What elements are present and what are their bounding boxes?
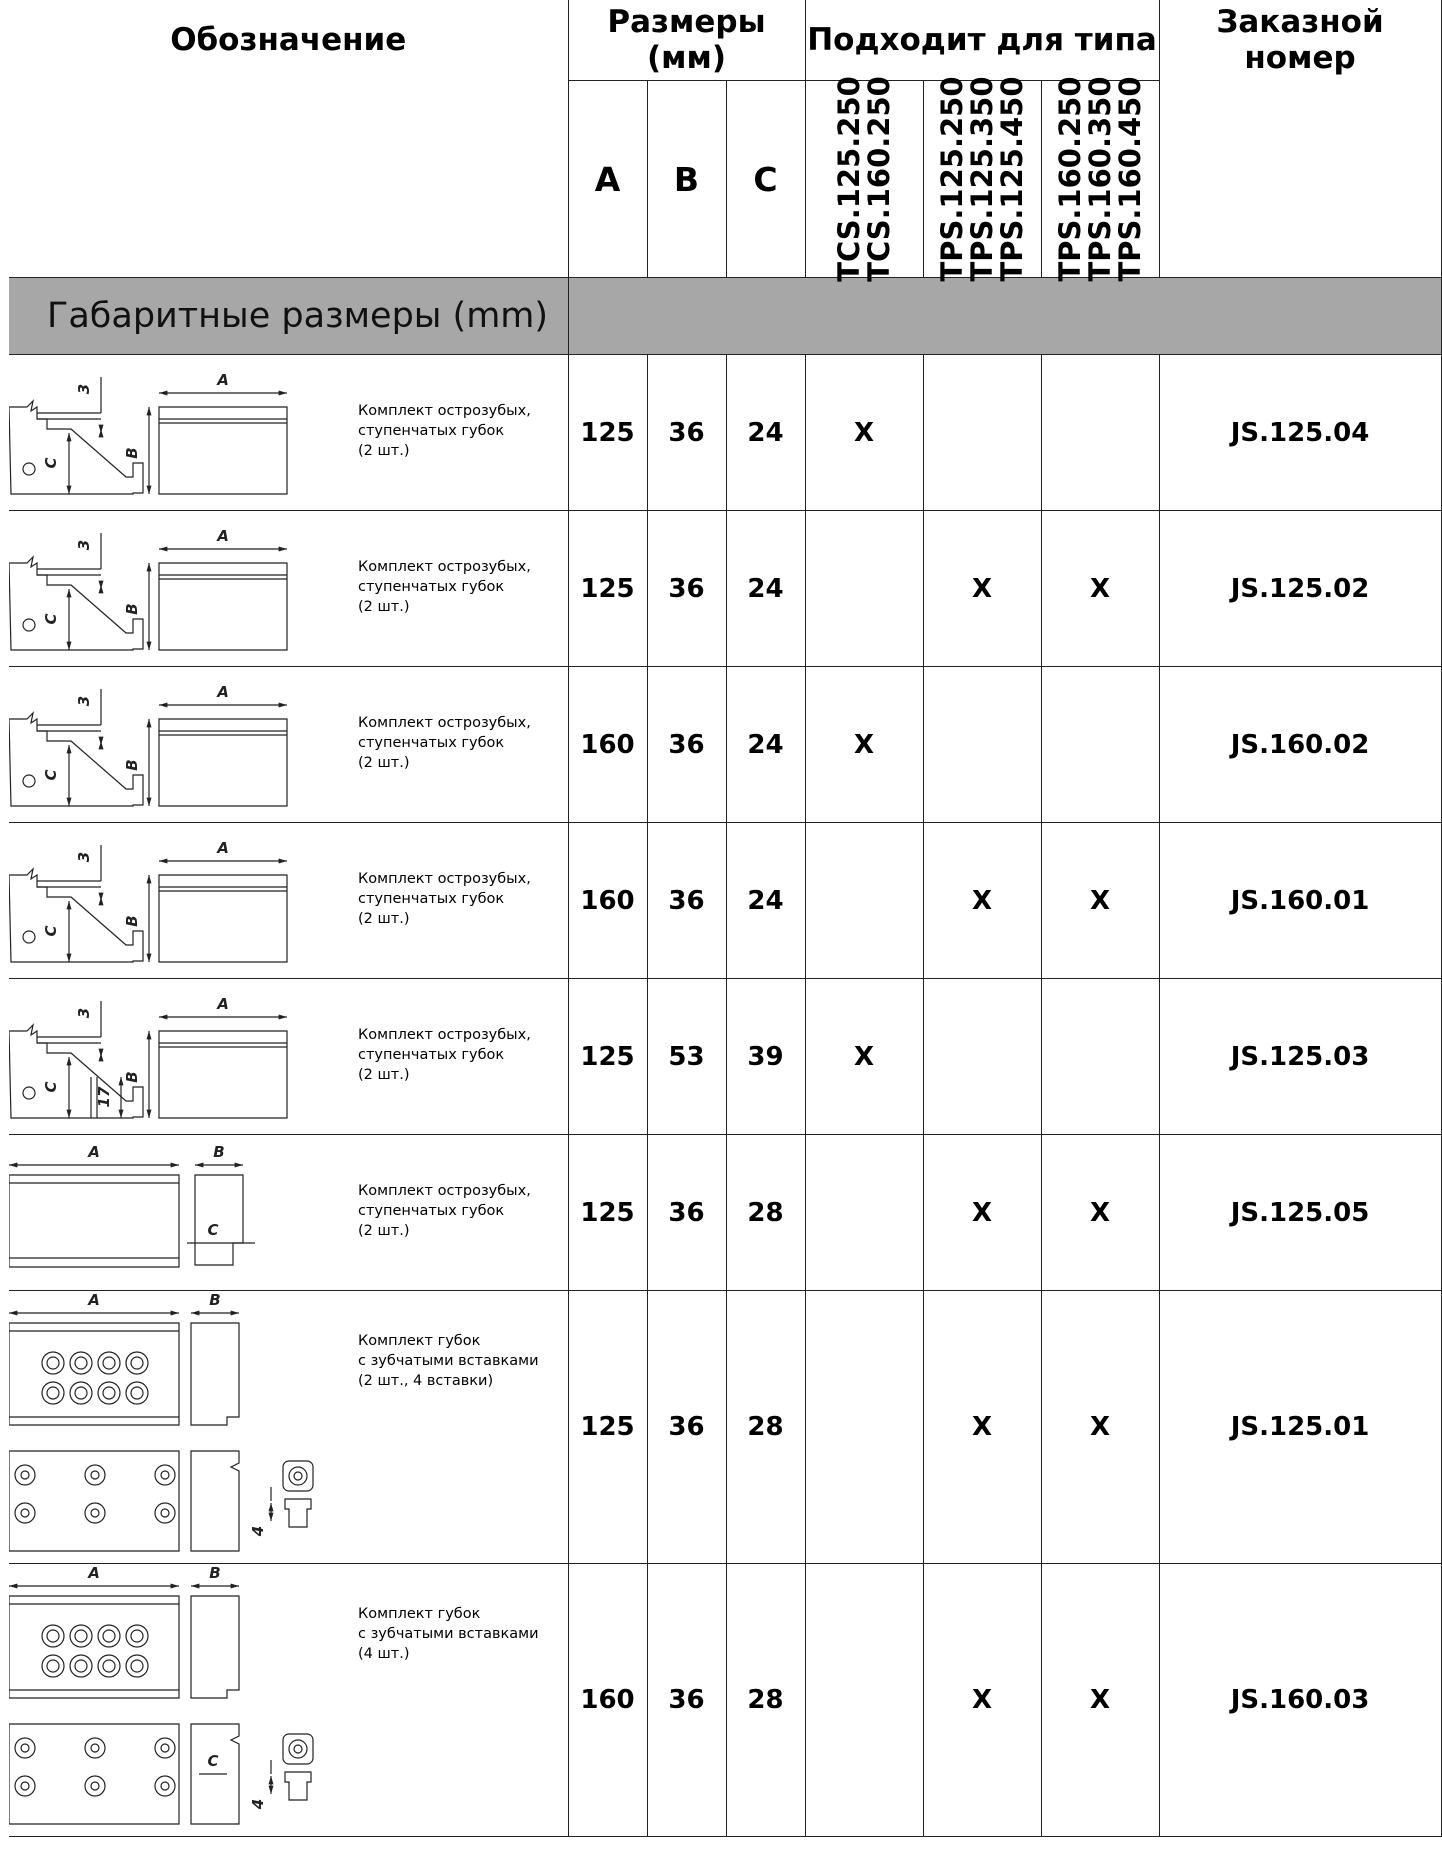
- type-tps125-cell: X: [923, 1564, 1041, 1837]
- jaw-side-view: [191, 1596, 239, 1698]
- order-number-cell: JS.125.02: [1159, 511, 1441, 667]
- dim-a-cell: 125: [568, 979, 647, 1135]
- insert-top-view: [283, 1734, 313, 1764]
- designation-cell: [9, 1291, 568, 1564]
- dim-c-cell: 28: [726, 1291, 805, 1564]
- item-caption: Комплект острозубых, ступенчатых губок (2 шт.): [358, 403, 531, 459]
- dim-a-cell: 160: [568, 1564, 647, 1837]
- order-number-cell: JS.160.02: [1159, 667, 1441, 823]
- insert-side-view: [285, 1772, 311, 1800]
- dim-b-label: B: [123, 1071, 141, 1083]
- dim-b-cell: 36: [647, 1291, 726, 1564]
- section-title: Габаритные размеры (mm): [9, 278, 568, 355]
- table-row: [9, 823, 1441, 979]
- type-tcs-cell: X: [805, 979, 923, 1135]
- insert-side-view: [285, 1499, 311, 1527]
- header-fits-type: Подходит для типа: [805, 0, 1159, 81]
- dim-c-label: C: [42, 925, 60, 937]
- dim-c-cell: 24: [726, 355, 805, 511]
- dim-c-cell: 24: [726, 667, 805, 823]
- dim-b-label: B: [209, 1291, 221, 1309]
- dim-b-label: B: [213, 1143, 225, 1161]
- table-row: [9, 511, 1441, 667]
- header-type-tcs-label: TCS.125.250 TCS.160.250: [832, 76, 896, 282]
- order-number-cell: JS.160.03: [1159, 1564, 1441, 1837]
- dim-c-cell: 24: [726, 823, 805, 979]
- dim-b-cell: 36: [647, 667, 726, 823]
- type-tps125-cell: X: [923, 823, 1041, 979]
- type-tps160-cell: [1041, 355, 1159, 511]
- order-number-cell: JS.125.01: [1159, 1291, 1441, 1564]
- dim-c-label: C: [42, 769, 60, 781]
- header-order-blank: [1159, 81, 1441, 278]
- item-caption: Комплект острозубых, ступенчатых губок (2 шт.): [358, 1027, 531, 1083]
- order-number-cell: JS.125.05: [1159, 1135, 1441, 1291]
- dim-a-cell: 125: [568, 1291, 647, 1564]
- dim-4-label: 4: [249, 1525, 267, 1537]
- jaw-front-view: [9, 1323, 179, 1425]
- technical-drawing: [9, 355, 309, 510]
- table-row: [9, 355, 1441, 511]
- item-caption: Комплект губок с зубчатыми вставками (4 шт.): [358, 1606, 539, 1662]
- type-tcs-cell: [805, 1564, 923, 1837]
- jaw-front-view: [159, 875, 287, 962]
- technical-drawing: [9, 979, 309, 1134]
- jaw-side-back-view: [191, 1451, 239, 1551]
- order-number-cell: JS.125.03: [1159, 979, 1441, 1135]
- technical-drawing: [9, 667, 309, 822]
- order-number-cell: JS.160.01: [1159, 823, 1441, 979]
- jaw-front-view: [159, 1031, 287, 1118]
- dim-b-label: B: [123, 759, 141, 771]
- type-tps125-cell: [923, 979, 1041, 1135]
- dim-a-label: A: [217, 839, 229, 857]
- dim-3-label: 3: [75, 383, 93, 395]
- dim-a-cell: 125: [568, 511, 647, 667]
- dim-a-cell: 160: [568, 823, 647, 979]
- table-row: [9, 1291, 1441, 1564]
- header-dim-b: B: [647, 81, 726, 278]
- order-number-cell: JS.125.04: [1159, 355, 1441, 511]
- designation-cell: [9, 1135, 568, 1291]
- item-caption: Комплект острозубых, ступенчатых губок (2 шт.): [358, 871, 531, 927]
- table-row: [9, 1135, 1441, 1291]
- dim-c-cell: 39: [726, 979, 805, 1135]
- dim-a-cell: 160: [568, 667, 647, 823]
- table-row: [9, 1564, 1441, 1837]
- item-caption: Комплект острозубых, ступенчатых губок (2 шт.): [358, 559, 531, 615]
- header-designation-blank: [9, 81, 568, 278]
- type-tps160-cell: [1041, 979, 1159, 1135]
- item-caption: Комплект острозубых, ступенчатых губок (2 шт.): [358, 715, 531, 771]
- dim-17-label: 17: [95, 1086, 113, 1108]
- designation-cell: [9, 979, 568, 1135]
- dim-b-cell: 36: [647, 1564, 726, 1837]
- dim-b-cell: 36: [647, 511, 726, 667]
- type-tps125-cell: [923, 355, 1041, 511]
- designation-cell: [9, 1564, 568, 1837]
- designation-cell: [9, 667, 568, 823]
- type-tps160-cell: [1041, 667, 1159, 823]
- header-type-tps160-label: TPS.160.250 TPS.160.350 TPS.160.450: [1053, 76, 1148, 282]
- dim-c-cell: 24: [726, 511, 805, 667]
- dim-a-label: A: [217, 995, 229, 1013]
- dim-b-label: B: [123, 915, 141, 927]
- item-caption: Комплект губок с зубчатыми вставками (2 шт., 4 вставки): [358, 1333, 539, 1389]
- type-tps160-cell: X: [1041, 823, 1159, 979]
- dim-c-label: C: [42, 457, 60, 469]
- jaw-front-view: [159, 407, 287, 494]
- dim-c-label: C: [207, 1221, 219, 1239]
- dim-c-cell: 28: [726, 1564, 805, 1837]
- type-tcs-cell: [805, 511, 923, 667]
- dim-3-label: 3: [75, 1007, 93, 1019]
- technical-drawing: [9, 1564, 339, 1836]
- header-dim-a: A: [568, 81, 647, 278]
- dim-a-cell: 125: [568, 1135, 647, 1291]
- dim-a-label: A: [88, 1143, 100, 1161]
- dim-b-cell: 53: [647, 979, 726, 1135]
- technical-drawing: [9, 823, 309, 978]
- jaw-front-view: [159, 719, 287, 806]
- type-tcs-cell: [805, 1135, 923, 1291]
- header-dimensions: Размеры (мм): [568, 0, 805, 81]
- type-tcs-cell: [805, 1291, 923, 1564]
- header-dim-c: C: [726, 81, 805, 278]
- dim-b-label: B: [123, 447, 141, 459]
- dim-b-label: B: [209, 1564, 221, 1582]
- dim-3-label: 3: [75, 695, 93, 707]
- header-type-tps125: [923, 76, 1041, 282]
- dim-c-label: C: [42, 1081, 60, 1093]
- dim-a-label: A: [88, 1564, 100, 1582]
- jaw-set-table: [9, 0, 1442, 1837]
- type-tps160-cell: X: [1041, 1135, 1159, 1291]
- insert-top-view: [283, 1461, 313, 1491]
- jaw-back-view: [9, 1451, 179, 1551]
- header-order-number: Заказной номер: [1159, 0, 1441, 81]
- jaw-front-view: [9, 1596, 179, 1698]
- dim-b-cell: 36: [647, 823, 726, 979]
- header-designation: Обозначение: [9, 0, 568, 81]
- jaw-front-view: [159, 563, 287, 650]
- dim-a-label: A: [88, 1291, 100, 1309]
- type-tps160-cell: X: [1041, 1564, 1159, 1837]
- dim-3-label: 3: [75, 539, 93, 551]
- dim-b-label: B: [123, 603, 141, 615]
- type-tps160-cell: X: [1041, 511, 1159, 667]
- jaw-front-view: [9, 1175, 179, 1267]
- dim-b-cell: 36: [647, 355, 726, 511]
- dim-3-label: 3: [75, 851, 93, 863]
- header-type-tps160: [1041, 76, 1159, 282]
- dim-4-label: 4: [249, 1798, 267, 1810]
- table-row: [9, 667, 1441, 823]
- jaw-side-view: [195, 1175, 243, 1265]
- dim-b-cell: 36: [647, 1135, 726, 1291]
- technical-drawing: [9, 1135, 309, 1290]
- type-tcs-cell: X: [805, 667, 923, 823]
- type-tps125-cell: [923, 667, 1041, 823]
- header-type-tps125-label: TPS.125.250 TPS.125.350 TPS.125.450: [935, 76, 1029, 282]
- dim-c-label: C: [42, 613, 60, 625]
- item-caption: Комплект острозубых, ступенчатых губок (2 шт.): [358, 1183, 531, 1239]
- technical-drawing: [9, 1291, 339, 1563]
- designation-cell: [9, 355, 568, 511]
- dim-a-label: A: [217, 371, 229, 389]
- jaw-side-view: [191, 1323, 239, 1425]
- technical-drawing: [9, 511, 309, 666]
- type-tcs-cell: X: [805, 355, 923, 511]
- type-tps160-cell: X: [1041, 1291, 1159, 1564]
- header-type-tcs: [805, 76, 923, 282]
- dim-a-label: A: [217, 527, 229, 545]
- type-tps125-cell: X: [923, 1291, 1041, 1564]
- dim-c-cell: 28: [726, 1135, 805, 1291]
- dim-a-label: A: [217, 683, 229, 701]
- designation-cell: [9, 823, 568, 979]
- jaw-back-view: [9, 1724, 179, 1824]
- type-tps125-cell: X: [923, 511, 1041, 667]
- type-tcs-cell: [805, 823, 923, 979]
- table-row: [9, 979, 1441, 1135]
- dim-a-cell: 125: [568, 355, 647, 511]
- designation-cell: [9, 511, 568, 667]
- type-tps125-cell: X: [923, 1135, 1041, 1291]
- section-band: [568, 278, 1441, 355]
- dim-c-label: C: [207, 1752, 219, 1770]
